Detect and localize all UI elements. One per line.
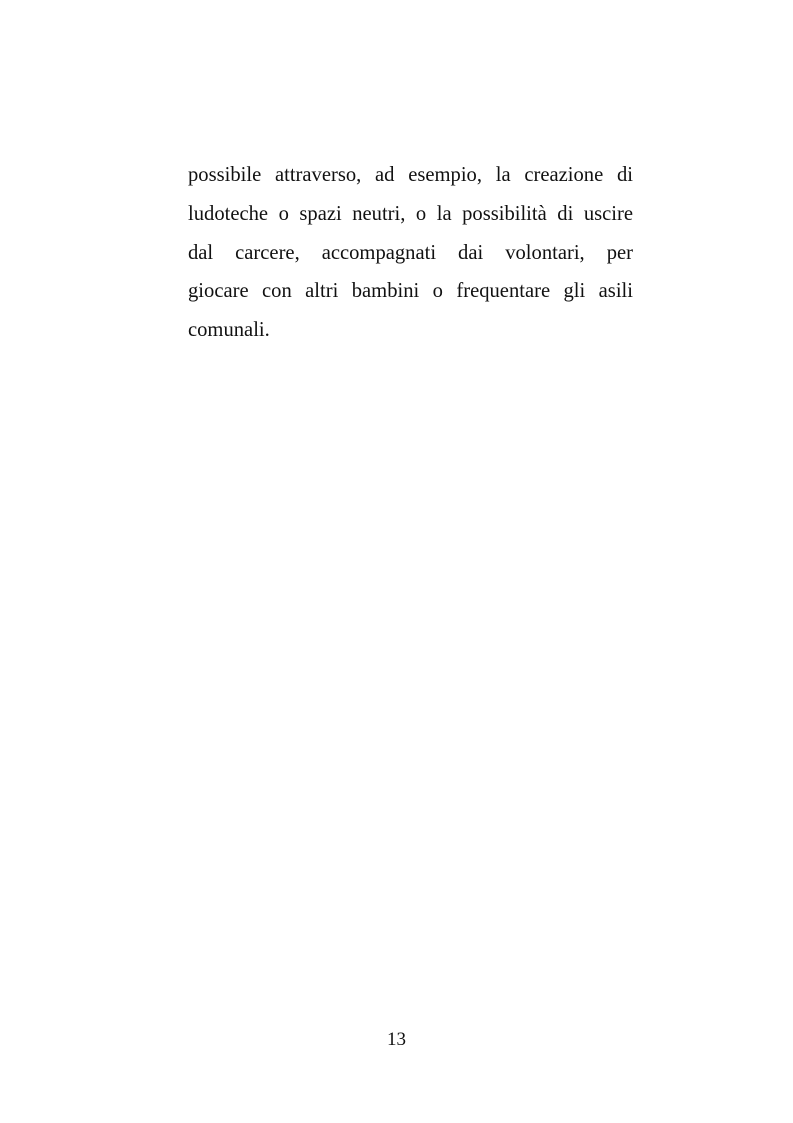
paragraph-line-1: possibile attraverso, ad esempio, la creazione di [188, 164, 633, 186]
paragraph-line-2: ludoteche o spazi neutri, o la possibilità di uscire [188, 202, 633, 225]
paragraph-line-5: comunali. [188, 319, 270, 342]
body-paragraph [188, 156, 633, 350]
page-number: 13 [387, 1029, 406, 1050]
paragraph-line-4: giocare con altri bambini o frequentare gli asili [188, 280, 633, 303]
paragraph-line-3: dal carcere, accompagnati dai volontari, per [188, 241, 633, 264]
